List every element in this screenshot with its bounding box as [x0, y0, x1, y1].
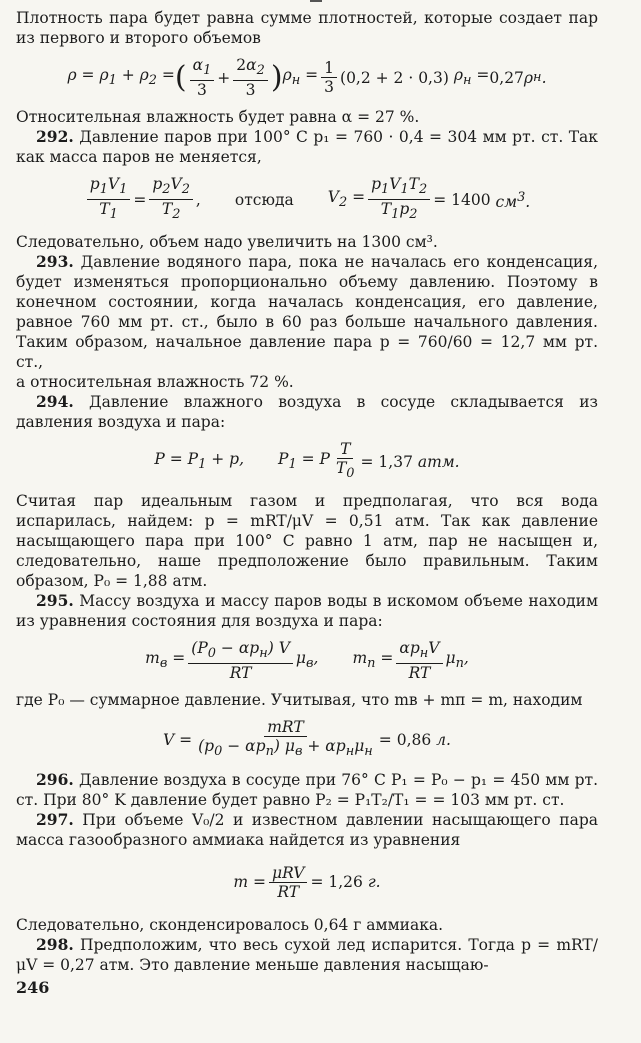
formula-mass: m = $\frac{\text{μRV}}{RT}$ = 1,26 г. [233, 863, 381, 901]
page-body [16, 8, 598, 975]
paragraph: Относительная влажность будет равна α = 27 %. [16, 108, 420, 127]
problem-296: 296. Давление воздуха в сосуде при 76° C P₁ = P₀ − p₁ = 450 мм рт. ст. При 80° K давление будет равно P₂ = P₁T₂/T₁ = = 103 мм рт. ст. [16, 769, 598, 809]
problem-297: 297. При объеме V₀/2 и известном давлении насыщающего пара масса газообразного аммиака найдется из уравнения [16, 809, 598, 849]
formula-density: $\rho = \rho_1 + \rho_2$ = ( $\frac{\alpha_1}{3}$ + $\frac{2\alpha_2}{3}$ ) $\rho_н$ = $\frac{1}{3}$ (0,2 + 2 · 0,3) $\rho_н$ = 0,27 ρ н . [67, 56, 547, 100]
formula-pressure: $P = P_1 + p$, $P_1 = P$ $\frac{T}{T_0}$ = 1,37 атм. [154, 440, 460, 482]
paragraph: Считая пар идеальным газом и предполагая, что вся вода испарилась, найдем: p = mRT/μV = 0,51 атм. Так как давление насыщающего пара при 100° C равно 1 атм, пар не насыщен и, следовательно, наше предположение было правильным. Таким образом, P₀ = 1,88 атм. [16, 492, 598, 591]
top-mark [310, 0, 322, 2]
paragraph: Плотность пара будет равна сумме плотностей, которые создает пар из первого и второго объемов [16, 9, 598, 47]
problem-293: 293. Давление водяного пара, пока не началась его конденсация, будет изменяться пропорционально объему давлению. Поэтому в конечном состоянии, когда началась конденсация, его давление, равное 760 мм рт. ст., было в 60 раз больше начального давления. Таким образом, начальное давление пара p = 760/60 = 12,7 мм рт. ст., [16, 252, 598, 372]
formula-V: V = $\frac{\text{mRT}}{(p_0 - \alpha p_п) \mu_в + \alpha p_н\mu_н}$ = 0,86 л. [163, 718, 451, 760]
paragraph: Следовательно, объем надо увеличить на 1300 см³. [16, 233, 438, 252]
page-number: 246 [16, 978, 50, 997]
formula-volume: $\frac{p_1V_1}{T_1}$ = $\frac{p_2V_2}{T_2}$ , отсюда $V_2$ = $\frac{p_1V_1T_2}{T_1p_2}$ = 1400 $см^3$. [16, 175, 598, 224]
problem-298: 298. Предположим, что весь сухой лед испарится. Тогда p = mRT/μV = 0,27 атм. Это давление меньше давления насыщаю- [16, 934, 598, 974]
problem-295: 295. Массу воздуха и массу паров воды в искомом объеме находим из уравнения состояния для воздуха и пара: [16, 591, 598, 631]
paragraph: Следовательно, сконденсировалось 0,64 г аммиака. [16, 915, 444, 934]
formula-masses: $m_в$ = $\frac{(P_0 - \alpha p_н) V}{RT}$ $\mu_в$, $m_п$ = $\frac{\alpha p_нV}{RT}$ $\mu_п$, [145, 639, 469, 683]
problem-294: 294. Давление влажного воздуха в сосуде складывается из давления воздуха и пара: [16, 392, 598, 432]
paragraph: где P₀ — суммарное давление. Учитывая, что mв + mп = m, находим [16, 691, 583, 710]
paragraph: а относительная влажность 72 %. [16, 373, 294, 392]
problem-292: 292. Давление паров при 100° C p₁ = 760 · 0,4 = 304 мм рт. ст. Так как масса паров не меняется, [16, 127, 598, 167]
